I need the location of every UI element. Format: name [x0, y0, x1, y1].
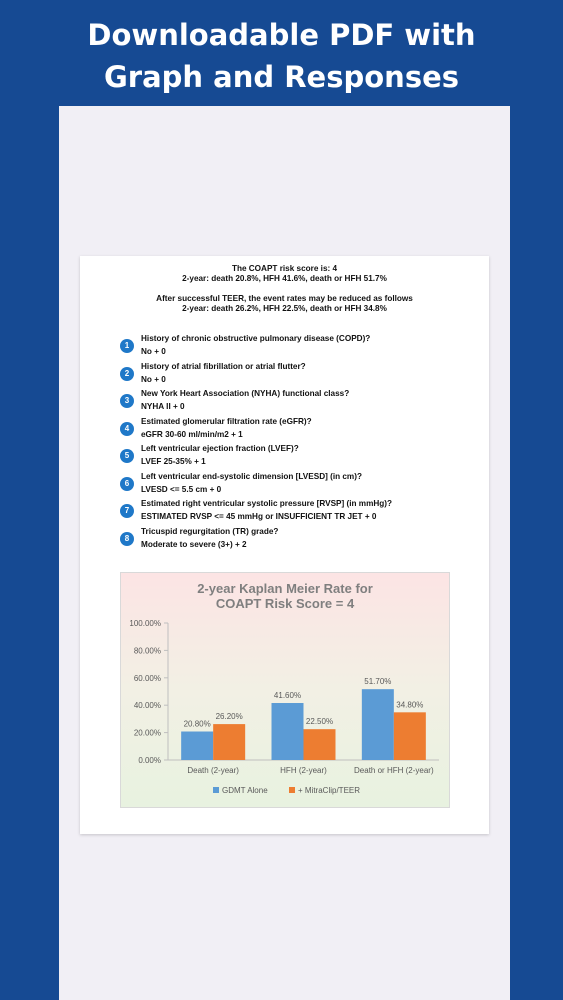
question-number-badge: 7: [120, 504, 134, 518]
promo-banner: [0, 14, 563, 98]
answer-text: Moderate to severe (3+) + 2: [141, 539, 247, 549]
risk-score-line: The COAPT risk score is: 4: [231, 264, 338, 273]
banner-line-2: Graph and Responses: [103, 60, 460, 94]
answer-text: eGFR 30-60 ml/min/m2 + 1: [141, 429, 243, 439]
legend-swatch: [213, 787, 219, 793]
question-item: [120, 389, 480, 416]
question-text: New York Heart Association (NYHA) functional class?: [141, 389, 350, 398]
risk-rates-line: 2-year: death 20.8%, HFH 41.6%, death or HFH 51.7%: [182, 274, 387, 283]
banner-line-1: Downloadable PDF with: [87, 18, 476, 52]
question-number-badge: 5: [120, 449, 134, 463]
question-item: [120, 499, 480, 526]
answer-text: No + 0: [141, 347, 166, 356]
bar-data-label: 34.80%: [396, 700, 424, 710]
y-tick-label: 0.00%: [138, 756, 161, 765]
y-tick-label: 60.00%: [133, 673, 161, 683]
bar: [272, 703, 304, 760]
question-text: Estimated right ventricular systolic pressure [RVSP] (in mmHg)?: [141, 499, 392, 508]
question-number-badge: 4: [120, 422, 134, 436]
question-item: [120, 444, 480, 471]
question-text: Left ventricular end-systolic dimension [LVESD] (in cm)?: [141, 471, 362, 481]
question-text: Estimated glomerular filtration rate (eGFR)?: [141, 416, 312, 426]
legend-label: + MitraClip/TEER: [298, 786, 361, 795]
bar: [181, 732, 213, 760]
x-category-label: Death or HFH (2-year): [354, 766, 434, 775]
bar-data-label: 41.60%: [273, 691, 302, 701]
y-tick-label: 100.00%: [129, 619, 161, 628]
question-number-badge: 1: [120, 339, 134, 353]
answer-text: No + 0: [141, 374, 166, 384]
bar: [362, 689, 394, 760]
question-text: History of atrial fibrillation or atrial flutter?: [141, 361, 306, 371]
answer-text: ESTIMATED RVSP <= 45 mmHg or INSUFFICIENT TR JET + 0: [141, 512, 377, 521]
question-text: Left ventricular ejection fraction (LVEF)?: [141, 444, 299, 453]
legend-label: GDMT Alone: [222, 786, 268, 795]
teer-summary: [80, 294, 489, 314]
question-text: History of chronic obstructive pulmonary disease (COPD)?: [141, 334, 371, 343]
question-item: [120, 472, 480, 499]
y-tick-label: 80.00%: [133, 646, 161, 656]
bar: [213, 724, 245, 760]
question-number-badge: 2: [120, 367, 134, 381]
chart-title-line-2: COAPT Risk Score = 4: [215, 596, 355, 611]
teer-intro-line: After successful TEER, the event rates may be reduced as follows: [156, 294, 413, 303]
question-item: [120, 362, 480, 389]
chart-plot-area: [129, 619, 439, 795]
x-category-label: Death (2-year): [187, 766, 239, 775]
legend-swatch: [289, 787, 295, 793]
y-tick-label: 20.00%: [133, 728, 161, 738]
bar: [394, 712, 426, 760]
bar-data-label: 20.80%: [183, 719, 211, 729]
bar-data-label: 26.20%: [215, 712, 243, 722]
risk-summary: [80, 264, 489, 284]
question-number-badge: 6: [120, 477, 134, 491]
x-category-label: HFH (2-year): [280, 766, 327, 775]
chart-title-line-1: 2-year Kaplan Meier Rate for: [197, 581, 373, 596]
question-item: [120, 527, 480, 554]
bar-data-label: 22.50%: [305, 717, 334, 727]
kaplan-meier-chart: [120, 572, 450, 808]
answer-text: LVEF 25-35% + 1: [141, 457, 206, 466]
question-number-badge: 3: [120, 394, 134, 408]
answer-text: NYHA II + 0: [141, 402, 185, 411]
y-tick-label: 40.00%: [133, 701, 161, 711]
question-item: [120, 417, 480, 444]
question-number-badge: 8: [120, 532, 134, 546]
chart-svg: [121, 573, 449, 807]
bar: [304, 729, 336, 760]
question-item: [120, 334, 480, 361]
bar-data-label: 51.70%: [364, 677, 392, 687]
teer-rates-line: 2-year: death 26.2%, HFH 22.5%, death or HFH 34.8%: [182, 304, 387, 313]
answer-text: LVESD <= 5.5 cm + 0: [141, 484, 222, 494]
question-text: Tricuspid regurgitation (TR) grade?: [141, 526, 279, 536]
